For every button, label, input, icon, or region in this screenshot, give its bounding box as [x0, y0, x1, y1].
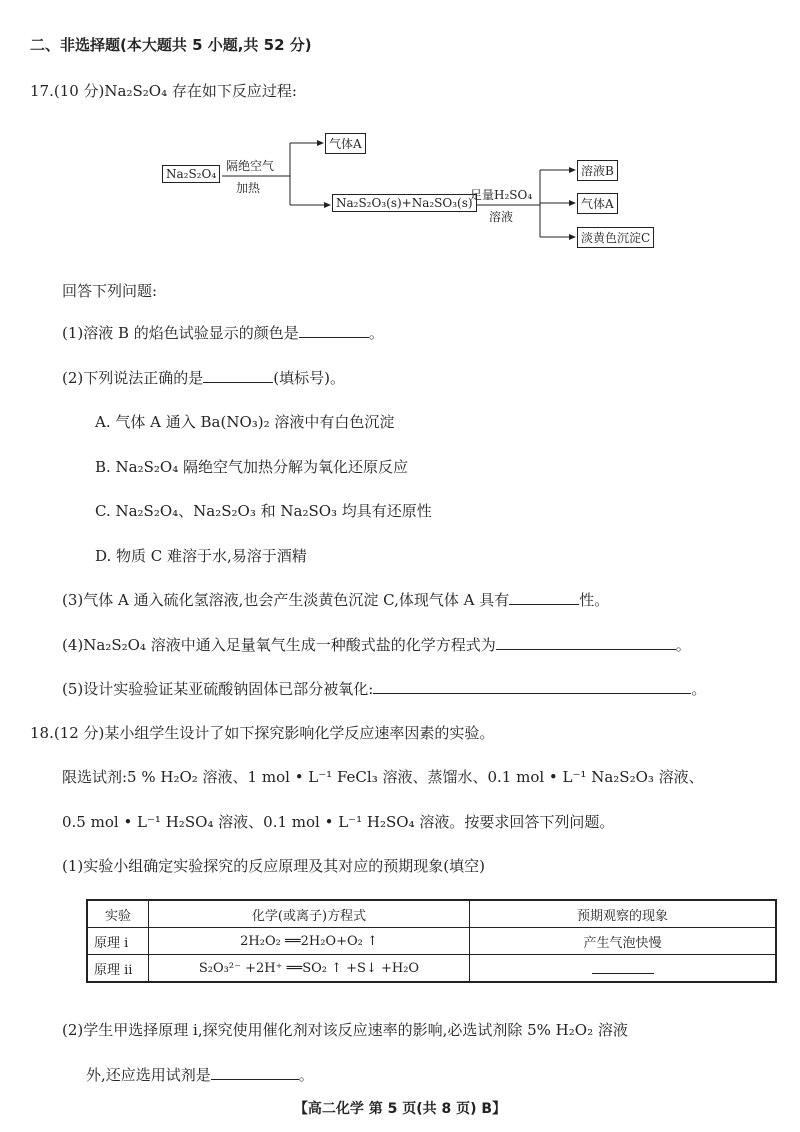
table-cell: 原理 ⅱ: [87, 955, 149, 983]
table-row: [87, 955, 776, 983]
q17-part5-text: (5)设计实验验证某亚硫酸钠固体已部分被氧化:: [62, 680, 374, 698]
gas-a2-box: 气体A: [577, 193, 618, 214]
table-cell-answer[interactable]: [470, 955, 777, 983]
section-heading: 二、非选择题(本大题共 5 小题,共 52 分): [30, 36, 312, 54]
precipitate-c-box: 淡黄色沉淀C: [577, 227, 654, 248]
condition1-top: 隔绝空气: [226, 159, 275, 173]
q17-prompt: 回答下列问题:: [62, 282, 158, 300]
q17-part4-text: (4)Na₂S₂O₄ 溶液中通入足量氧气生成一种酸式盐的化学方程式为: [62, 636, 496, 654]
q17-part1-end: 。: [368, 324, 384, 342]
q18-stem: 18.(12 分)某小组学生设计了如下探究影响化学反应速率因素的实验。: [30, 724, 495, 742]
diagram-arrows: [0, 0, 800, 260]
table-header-cell: 实验: [87, 900, 149, 928]
answer-blank[interactable]: [592, 958, 654, 974]
q17-part1: [62, 322, 384, 343]
solution-b-box: 溶液B: [577, 160, 618, 181]
gas-a-box: 气体A: [325, 133, 366, 154]
option-d: D. 物质 C 难溶于水,易溶于酒精: [95, 547, 307, 565]
answer-blank[interactable]: [496, 634, 676, 650]
answer-blank[interactable]: [509, 589, 579, 605]
option-c: C. Na₂S₂O₄、Na₂S₂O₃ 和 Na₂SO₃ 均具有还原性: [95, 502, 432, 520]
q18-part2-text: 外,还应选用试剂是: [86, 1066, 211, 1084]
q17-stem: 17.(10 分)Na₂S₂O₄ 存在如下反应过程:: [30, 82, 297, 100]
q17-part2-end: (填标号)。: [273, 369, 345, 387]
q18-part1: (1)实验小组确定实验探究的反应原理及其对应的预期现象(填空): [62, 857, 485, 875]
q18-reagents-line1: 限选试剂:5 % H₂O₂ 溶液、1 mol • L⁻¹ FeCl₃ 溶液、蒸馏水、0.1 mol • L⁻¹ Na₂S₂O₃ 溶液、: [62, 768, 704, 786]
q17-part2: [62, 367, 345, 388]
q17-part5: [62, 678, 706, 699]
q17-part2-text: (2)下列说法正确的是: [62, 369, 204, 387]
q18-part2-line1: (2)学生甲选择原理 ⅰ,探究使用催化剂对该反应速率的影响,必选试剂除 5% H₂O₂ 溶液: [62, 1021, 628, 1039]
q18-reagents-line2: 0.5 mol • L⁻¹ H₂SO₄ 溶液、0.1 mol • L⁻¹ H₂SO₄ 溶液。按要求回答下列问题。: [62, 813, 615, 831]
q17-part1-text: (1)溶液 B 的焰色试验显示的颜色是: [62, 324, 299, 342]
answer-blank[interactable]: [211, 1064, 299, 1080]
option-b: B. Na₂S₂O₄ 隔绝空气加热分解为氧化还原反应: [95, 458, 409, 476]
table-header-cell: 化学(或离子)方程式: [149, 900, 470, 928]
condition2-bottom: 溶液: [489, 210, 514, 224]
table-cell: 原理 ⅰ: [87, 928, 149, 955]
q18-part2-end: 。: [298, 1066, 314, 1084]
reaction-diagram: [0, 0, 800, 260]
mixture-box: Na₂S₂O₃(s)+Na₂SO₃(s): [332, 194, 477, 212]
option-a: A. 气体 A 通入 Ba(NO₃)₂ 溶液中有白色沉淀: [95, 413, 395, 431]
condition2-top: 足量H₂SO₄: [470, 188, 533, 202]
table-header-row: [87, 900, 776, 928]
experiment-table: [86, 899, 777, 983]
table-cell: S₂O₃²⁻ +2H⁺ ══SO₂ ↑ +S↓ +H₂O: [149, 955, 470, 983]
table-cell: 产生气泡快慢: [470, 928, 777, 955]
page-footer: 【高二化学 第 5 页(共 8 页) B】: [293, 1101, 507, 1117]
answer-blank[interactable]: [299, 322, 369, 338]
q17-part3-end: 性。: [579, 591, 610, 609]
condition1-bottom: 加热: [236, 181, 261, 195]
table-row: [87, 928, 776, 955]
table-cell: 2H₂O₂ ══2H₂O+O₂ ↑: [149, 928, 470, 955]
q17-part5-end: 。: [691, 680, 707, 698]
table-header-cell: 预期观察的现象: [470, 900, 777, 928]
q18-part2-line2: [86, 1064, 314, 1085]
answer-blank[interactable]: [203, 367, 273, 383]
q17-part3: [62, 589, 609, 610]
answer-blank[interactable]: [373, 678, 691, 694]
q17-part3-text: (3)气体 A 通入硫化氢溶液,也会产生淡黄色沉淀 C,体现气体 A 具有: [62, 591, 510, 609]
q17-part4: [62, 634, 691, 655]
q17-part4-end: 。: [675, 636, 691, 654]
start-compound-box: Na₂S₂O₄: [162, 165, 220, 183]
